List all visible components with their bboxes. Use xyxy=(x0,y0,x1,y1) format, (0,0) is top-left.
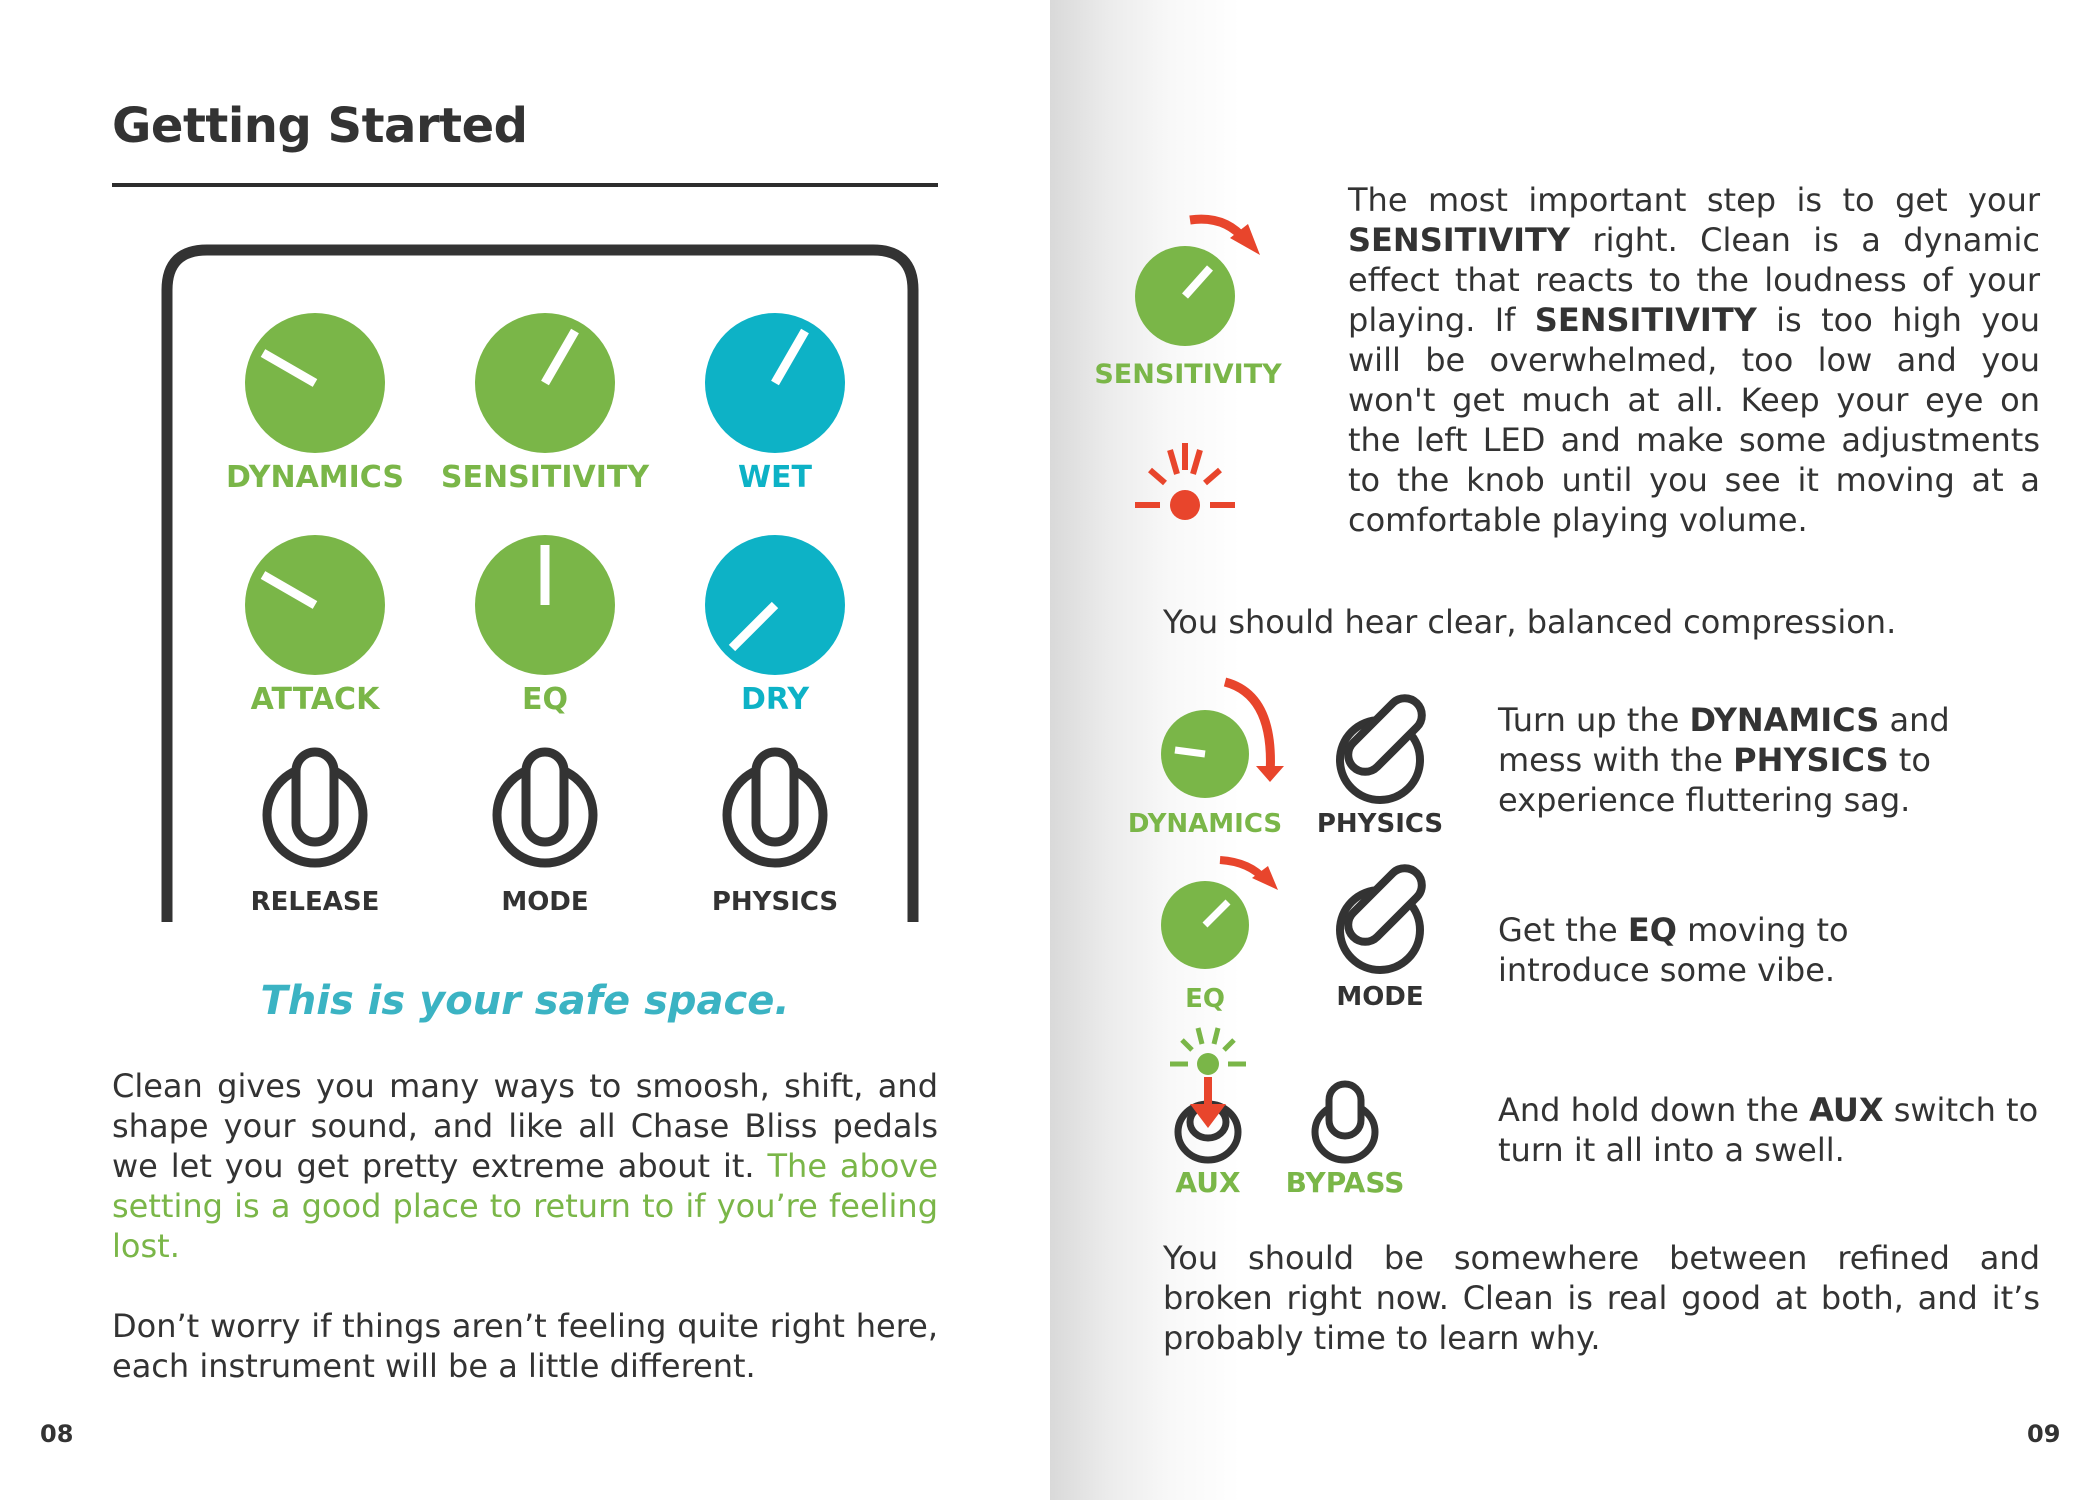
page-title: Getting Started xyxy=(112,98,528,154)
step1-illustration xyxy=(1127,670,1520,840)
step2-t1: Get the xyxy=(1498,911,1628,949)
step1-b1: DYNAMICS xyxy=(1689,701,1880,739)
eq-icon-label: EQ xyxy=(1185,984,1225,1014)
step2-text xyxy=(1498,910,1998,990)
label-dry: DRY xyxy=(740,682,810,717)
closing-paragraph: You should be somewhere between refined and broken right now. Clean is real good at both, and it’s probably time to learn why. xyxy=(1163,1239,2040,1357)
dynamics-icon-label: DYNAMICS xyxy=(1127,809,1283,839)
switch-mode[interactable] xyxy=(497,752,593,863)
intro-highlight: The above setting is a good place to return to if you’re feeling lost. xyxy=(112,1147,939,1265)
step3-illustration xyxy=(1140,1022,1520,1202)
step3-t2: switch to turn it all into a swell. xyxy=(1498,1091,2039,1169)
knob-attack[interactable] xyxy=(245,535,385,675)
step3-t1: And hold down the xyxy=(1498,1091,1810,1129)
physics-switch-icon xyxy=(1340,691,1429,800)
knob-dry[interactable] xyxy=(705,535,845,675)
led-icon xyxy=(1135,443,1235,520)
step2-b1: EQ xyxy=(1627,911,1677,949)
label-sensitivity: SENSITIVITY xyxy=(440,460,650,495)
sens-bold-2: SENSITIVITY xyxy=(1534,301,1757,339)
switch-release[interactable] xyxy=(267,752,363,863)
eq-turn-arrow-icon xyxy=(1220,860,1278,890)
sensitivity-label: SENSITIVITY xyxy=(1094,359,1282,390)
title-rule xyxy=(112,183,938,187)
mode-icon-label: MODE xyxy=(1336,982,1424,1012)
label-eq: EQ xyxy=(522,682,568,717)
knob-eq[interactable] xyxy=(475,535,615,675)
bypass-switch-icon xyxy=(1315,1084,1375,1160)
page-number-right: 09 xyxy=(2027,1420,2061,1448)
bypass-icon-label: BYPASS xyxy=(1285,1166,1405,1199)
label-physics: PHYSICS xyxy=(711,887,839,917)
sens-text-1: The most important step is to get your xyxy=(1348,181,2040,219)
step3-text xyxy=(1498,1090,2068,1170)
label-wet: WET xyxy=(737,460,813,495)
physics-icon-label: PHYSICS xyxy=(1316,809,1444,839)
compression-line: You should hear clear, balanced compression. xyxy=(1163,603,1897,641)
mode-switch-icon xyxy=(1340,861,1429,970)
step1-t1: Turn up the xyxy=(1498,701,1690,739)
press-down-arrow-icon xyxy=(1190,1077,1226,1128)
knob-sensitivity[interactable] xyxy=(475,313,615,453)
label-attack: ATTACK xyxy=(250,682,380,717)
sens-text-3: is too high you will be overwhelmed, too low and you won't get much at all. Keep your eye on the left LED and make some adjustments to the knob until you see it moving at a comfortable playing volume. xyxy=(1348,301,2040,539)
sens-bold-1: SENSITIVITY xyxy=(1348,221,1571,259)
knob-wet[interactable] xyxy=(705,313,845,453)
right-page xyxy=(1050,0,2100,1500)
step3-b1: AUX xyxy=(1809,1091,1884,1129)
aux-icon-label: AUX xyxy=(1175,1166,1241,1199)
aux-led-icon xyxy=(1170,1028,1246,1075)
knob-dynamics[interactable] xyxy=(245,313,385,453)
note-paragraph: Don’t worry if things aren’t feeling quite right here, each instrument will be a little different. xyxy=(112,1307,938,1385)
label-mode: MODE xyxy=(501,887,589,917)
step1-t2: and mess with the xyxy=(1498,701,1950,779)
sensitivity-illustration xyxy=(1094,200,1282,540)
step1-b2: PHYSICS xyxy=(1733,741,1889,779)
step2-t2: moving to introduce some vibe. xyxy=(1498,911,1849,989)
intro-text: Clean gives you many ways to smoosh, shift, and shape your sound, and like all Chase Bliss pedals we let you get pretty extreme about it. xyxy=(112,1067,938,1185)
dynamics-knob-icon xyxy=(1161,710,1249,798)
label-release: RELEASE xyxy=(250,887,380,917)
label-dynamics: DYNAMICS xyxy=(226,460,404,495)
step1-t3: to experience fluttering sag. xyxy=(1498,741,1931,819)
step2-illustration xyxy=(1140,850,1520,1020)
sensitivity-paragraph xyxy=(1348,180,2040,540)
sensitivity-knob-icon xyxy=(1135,246,1235,346)
page-number-left: 08 xyxy=(40,1420,74,1448)
step1-text xyxy=(1498,700,1998,820)
sens-text-2: right. Clean is a dynamic effect that reacts to the loudness of your playing. If xyxy=(1348,221,2040,339)
switch-physics[interactable] xyxy=(727,752,823,863)
intro-paragraph xyxy=(112,1066,938,1266)
eq-knob-icon xyxy=(1161,881,1249,969)
pedal-diagram xyxy=(150,230,930,930)
tagline: This is your safe space. xyxy=(260,978,790,1024)
